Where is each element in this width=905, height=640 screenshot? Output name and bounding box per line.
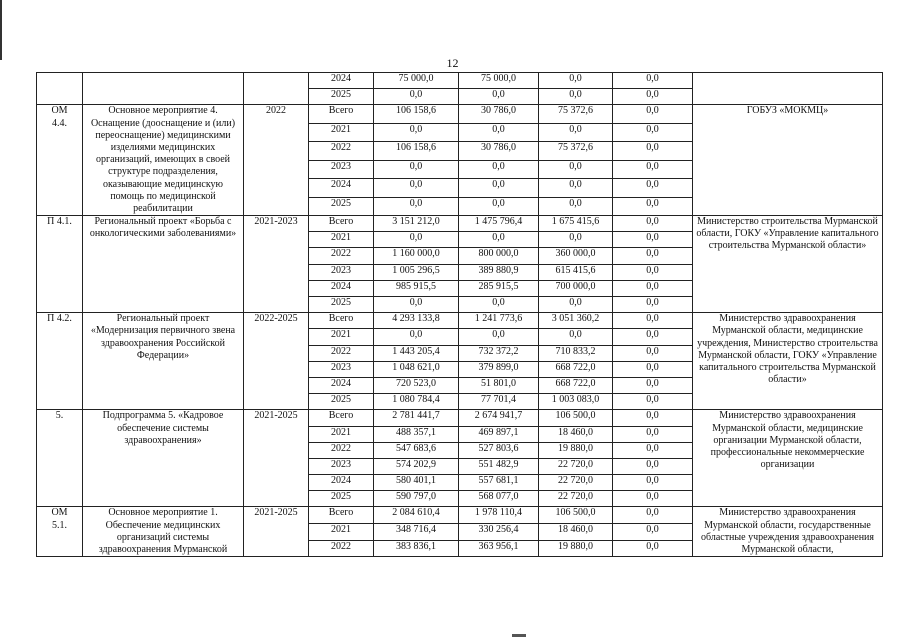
source1-cell: 0,0 [459,197,539,216]
source3-cell: 0,0 [613,280,693,296]
year-cell: 2024 [309,73,374,89]
source2-cell: 710 833,2 [539,345,613,361]
total-cell: 0,0 [374,179,459,197]
source1-cell: 51 801,0 [459,377,539,393]
year-cell: 2024 [309,280,374,296]
source2-cell: 1 675 415,6 [539,216,613,232]
name-cell [83,73,244,105]
source2-cell: 0,0 [539,179,613,197]
source1-cell: 527 803,6 [459,442,539,458]
table-row [37,313,883,329]
source1-cell: 1 475 796,4 [459,216,539,232]
year-cell: 2024 [309,179,374,197]
source3-cell: 0,0 [613,540,693,557]
table-row [37,73,883,89]
source2-cell: 106 500,0 [539,410,613,426]
page-number: 12 [446,56,459,70]
source3-cell: 0,0 [613,232,693,248]
item-name: Региональный проект «Борьба с онкологическими заболеваниями» [83,216,244,313]
total-cell: 3 151 212,0 [374,216,459,232]
item-code: 5. [37,410,83,507]
source1-cell: 285 915,5 [459,280,539,296]
total-cell: 1 048 621,0 [374,361,459,377]
year-cell: Всего [309,410,374,426]
source2-cell: 700 000,0 [539,280,613,296]
source2-cell: 0,0 [539,73,613,89]
year-cell: 2023 [309,458,374,474]
source1-cell: 1 978 110,4 [459,507,539,524]
source1-cell: 0,0 [459,89,539,105]
total-cell: 720 523,0 [374,377,459,393]
item-code: ОМ 5.1. [37,507,83,557]
item-code: ОМ 4.4. [37,105,83,216]
total-cell: 383 836,1 [374,540,459,557]
item-name: Основное мероприятие 4. Оснащение (дооснащение и (или) переоснащение) медицинскими изделиями медицинских организаций, имеющих в своей структуре подразделения, оказывающие медицинскую помощь по медицинской реабилитации [83,105,244,216]
total-cell: 0,0 [374,297,459,313]
total-cell: 0,0 [374,197,459,216]
period-cell [244,73,309,105]
source3-cell: 0,0 [613,179,693,197]
total-cell: 1 160 000,0 [374,248,459,264]
year-cell: Всего [309,216,374,232]
source1-cell: 1 241 773,6 [459,313,539,329]
total-cell: 2 781 441,7 [374,410,459,426]
total-cell: 985 915,5 [374,280,459,296]
source2-cell: 18 460,0 [539,426,613,442]
total-cell: 4 293 133,8 [374,313,459,329]
scan-bottom-mark [512,634,526,637]
source3-cell: 0,0 [613,475,693,491]
year-cell: Всего [309,105,374,123]
total-cell: 0,0 [374,329,459,345]
source3-cell: 0,0 [613,426,693,442]
source1-cell: 379 899,0 [459,361,539,377]
source1-cell: 0,0 [459,179,539,197]
source3-cell: 0,0 [613,394,693,410]
source3-cell: 0,0 [613,313,693,329]
source3-cell: 0,0 [613,410,693,426]
source3-cell: 0,0 [613,105,693,123]
item-executor: Министерство строительства Мурманской области, ГОКУ «Управление капитального строительства Мурманской области» [693,216,883,313]
total-cell: 75 000,0 [374,73,459,89]
source3-cell: 0,0 [613,361,693,377]
year-cell: 2022 [309,442,374,458]
year-cell: 2025 [309,491,374,507]
total-cell: 580 401,1 [374,475,459,491]
item-executor: Министерство здравоохранения Мурманской области, медицинские учреждения, Министерство строительства Мурманской области, ГОКУ «Управление капитального строительства Мурманской области» [693,313,883,410]
source3-cell: 0,0 [613,264,693,280]
item-period: 2021-2025 [244,507,309,557]
source3-cell: 0,0 [613,491,693,507]
table-row [37,105,883,123]
year-cell: 2021 [309,426,374,442]
total-cell: 1 443 205,4 [374,345,459,361]
source1-cell: 75 000,0 [459,73,539,89]
total-cell: 0,0 [374,232,459,248]
source1-cell: 363 956,1 [459,540,539,557]
source3-cell: 0,0 [613,345,693,361]
source3-cell: 0,0 [613,507,693,524]
source1-cell: 800 000,0 [459,248,539,264]
source3-cell: 0,0 [613,123,693,141]
item-period: 2021-2025 [244,410,309,507]
total-cell: 547 683,6 [374,442,459,458]
table-row [37,410,883,426]
item-executor: Министерство здравоохранения Мурманской области, медицинские организации Мурманской области, профессиональные некоммерческие организации [693,410,883,507]
year-cell: 2022 [309,142,374,160]
source2-cell: 0,0 [539,329,613,345]
source3-cell: 0,0 [613,142,693,160]
source3-cell: 0,0 [613,197,693,216]
source2-cell: 22 720,0 [539,491,613,507]
scan-edge-mark [0,0,2,60]
source2-cell: 19 880,0 [539,442,613,458]
item-name: Основное мероприятие 1. Обеспечение медицинских организаций системы здравоохранения Мурманской [83,507,244,557]
source2-cell: 615 415,6 [539,264,613,280]
item-period: 2021-2023 [244,216,309,313]
year-cell: 2022 [309,540,374,557]
item-name: Подпрограмма 5. «Кадровое обеспечение системы здравоохранения» [83,410,244,507]
year-cell: 2025 [309,394,374,410]
item-executor: Министерство здравоохранения Мурманской области, государственные областные учреждения здравоохранения Мурманской области, [693,507,883,557]
source1-cell: 389 880,9 [459,264,539,280]
total-cell: 1 005 296,5 [374,264,459,280]
source2-cell: 0,0 [539,89,613,105]
source2-cell: 1 003 083,0 [539,394,613,410]
total-cell: 106 158,6 [374,142,459,160]
source2-cell: 18 460,0 [539,524,613,541]
source2-cell: 0,0 [539,160,613,178]
source3-cell: 0,0 [613,160,693,178]
table-row [37,216,883,232]
source2-cell: 668 722,0 [539,377,613,393]
budget-table [36,72,883,557]
source1-cell: 0,0 [459,329,539,345]
source1-cell: 732 372,2 [459,345,539,361]
source1-cell: 0,0 [459,123,539,141]
item-period: 2022 [244,105,309,216]
item-code: П 4.1. [37,216,83,313]
executor-cell [693,73,883,105]
item-period: 2022-2025 [244,313,309,410]
source1-cell: 551 482,9 [459,458,539,474]
source1-cell: 2 674 941,7 [459,410,539,426]
source2-cell: 360 000,0 [539,248,613,264]
year-cell: 2023 [309,160,374,178]
total-cell: 0,0 [374,89,459,105]
year-cell: 2021 [309,329,374,345]
source1-cell: 568 077,0 [459,491,539,507]
table-body [37,73,883,557]
source2-cell: 22 720,0 [539,475,613,491]
year-cell: 2024 [309,377,374,393]
source1-cell: 469 897,1 [459,426,539,442]
source2-cell: 75 372,6 [539,142,613,160]
year-cell: 2021 [309,524,374,541]
year-cell: 2025 [309,89,374,105]
source2-cell: 19 880,0 [539,540,613,557]
source3-cell: 0,0 [613,524,693,541]
code-cell [37,73,83,105]
source3-cell: 0,0 [613,329,693,345]
year-cell: 2021 [309,232,374,248]
source1-cell: 0,0 [459,160,539,178]
source2-cell: 668 722,0 [539,361,613,377]
year-cell: 2022 [309,345,374,361]
source1-cell: 0,0 [459,232,539,248]
source3-cell: 0,0 [613,297,693,313]
item-code: П 4.2. [37,313,83,410]
source1-cell: 77 701,4 [459,394,539,410]
total-cell: 0,0 [374,123,459,141]
total-cell: 106 158,6 [374,105,459,123]
year-cell: Всего [309,507,374,524]
source3-cell: 0,0 [613,248,693,264]
source2-cell: 0,0 [539,197,613,216]
total-cell: 0,0 [374,160,459,178]
source2-cell: 106 500,0 [539,507,613,524]
total-cell: 2 084 610,4 [374,507,459,524]
source1-cell: 557 681,1 [459,475,539,491]
total-cell: 590 797,0 [374,491,459,507]
year-cell: 2023 [309,361,374,377]
source3-cell: 0,0 [613,458,693,474]
total-cell: 574 202,9 [374,458,459,474]
total-cell: 1 080 784,4 [374,394,459,410]
total-cell: 488 357,1 [374,426,459,442]
source2-cell: 0,0 [539,297,613,313]
source2-cell: 75 372,6 [539,105,613,123]
source3-cell: 0,0 [613,73,693,89]
source3-cell: 0,0 [613,377,693,393]
year-cell: 2023 [309,264,374,280]
source1-cell: 30 786,0 [459,105,539,123]
source1-cell: 0,0 [459,297,539,313]
item-executor: ГОБУЗ «МОКМЦ» [693,105,883,216]
source2-cell: 22 720,0 [539,458,613,474]
item-name: Региональный проект «Модернизация первичного звена здравоохранения Российской Федерации» [83,313,244,410]
table-row [37,507,883,524]
year-cell: 2024 [309,475,374,491]
source3-cell: 0,0 [613,442,693,458]
source2-cell: 0,0 [539,232,613,248]
source1-cell: 30 786,0 [459,142,539,160]
source2-cell: 3 051 360,2 [539,313,613,329]
total-cell: 348 716,4 [374,524,459,541]
source3-cell: 0,0 [613,89,693,105]
year-cell: 2025 [309,197,374,216]
year-cell: Всего [309,313,374,329]
year-cell: 2021 [309,123,374,141]
source1-cell: 330 256,4 [459,524,539,541]
source2-cell: 0,0 [539,123,613,141]
year-cell: 2025 [309,297,374,313]
source3-cell: 0,0 [613,216,693,232]
year-cell: 2022 [309,248,374,264]
